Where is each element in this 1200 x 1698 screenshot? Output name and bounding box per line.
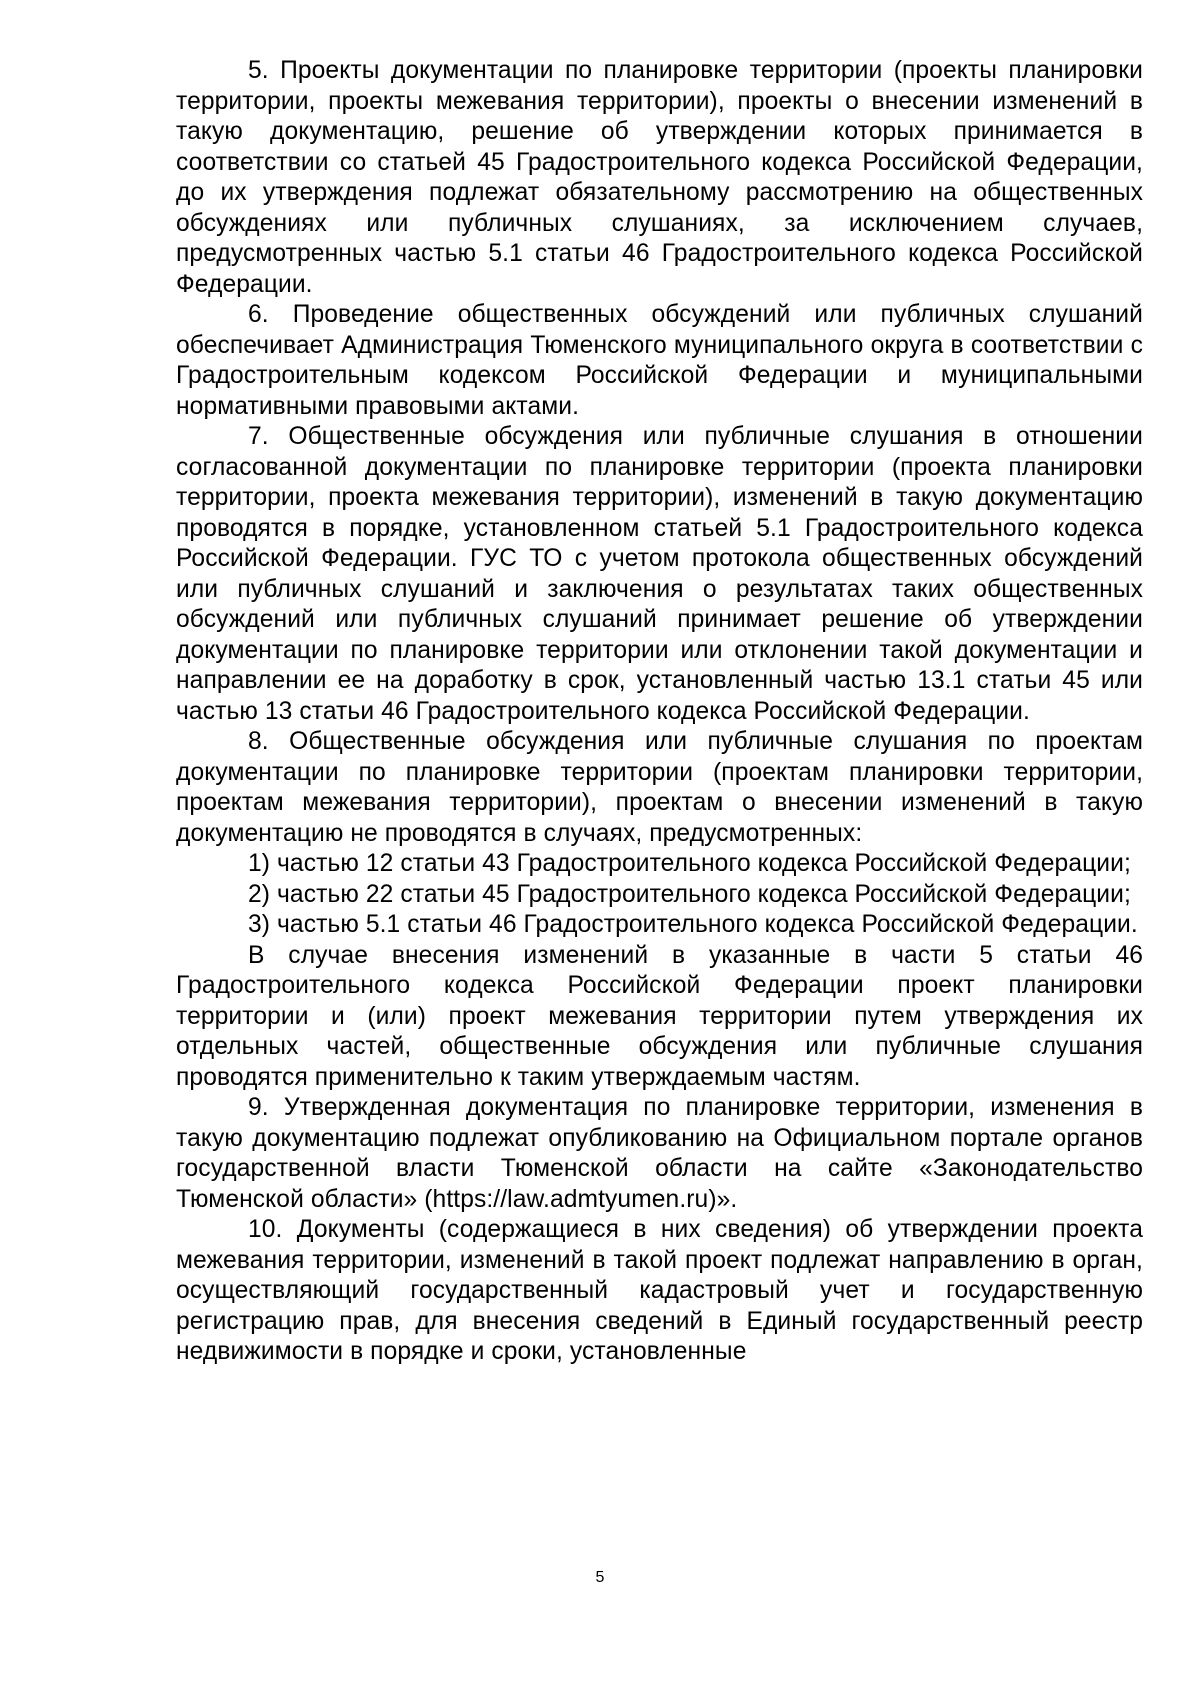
paragraph-9: 9. Утвержденная документация по планировке территории, изменения в такую документацию подлежат опубликованию на Официальном портале органов государственной власти Тюменской области на сайте «Законодательство Тюменской области» (https://law.admtyumen.ru)». [176,1094,1143,1213]
document-body [176,56,1143,1368]
paragraph-7: 7. Общественные обсуждения или публичные слушания в отношении согласованной документации по планировке территории (проекта планировки территории, проекта межевания территории), изменений в такую документацию проводятся в порядке, установленном статьей 5.1 Градостроительного кодекса Российской Федерации. ГУС ТО с учетом протокола общественных обсуждений или публичных слушаний и заключения о результатах таких общественных обсуждений или публичных слушаний принимает решение об утверждении документации по планировке территории или отклонении такой документации и направлении ее на доработку в срок, установленный частью 13.1 статьи 45 или частью 13 статьи 46 Градостроительного кодекса Российской Федерации. [176,423,1143,725]
paragraph-8-note: В случае внесения изменений в указанные в части 5 статьи 46 Градостроительного кодекса Российской Федерации проект планировки территории и (или) проект межевания территории путем утверждения их отдельных частей, общественные обсуждения или публичные слушания проводятся применительно к таким утверждаемым частям. [176,941,1143,1091]
list-item-3: 3) частью 5.1 статьи 46 Градостроительного кодекса Российской Федерации. [248,911,1138,938]
paragraph-10: 10. Документы (содержащиеся в них сведения) об утверждении проекта межевания территории, изменений в такой проект подлежат направлению в орган, осуществляющий государственный кадастровый учет и государственную регистрацию прав, для внесения сведений в Единый государственный реестр недвижимости в порядке и сроки, установленные [176,1216,1143,1365]
list-item-2: 2) частью 22 статьи 45 Градостроительного кодекса Российской Федерации; [248,880,1131,908]
paragraph-8: 8. Общественные обсуждения или публичные слушания по проектам документации по планировке территории (проектам планировки территории, проектам межевания территории), проектам о внесении изменений в такую документацию не проводятся в случаях, предусмотренных: [176,728,1143,847]
paragraph-5: 5. Проекты документации по планировке территории (проекты планировки территории, проекты межевания территории), проекты о внесении изменений в такую документацию, решение об утверждении которых принимается в соответствии со статьей 45 Градостроительного кодекса Российской Федерации, до их утверждения подлежат обязательному рассмотрению на общественных обсуждениях или публичных слушаниях, за исключением случаев, предусмотренных частью 5.1 статьи 46 Градостроительного кодекса Российской Федерации. [176,57,1143,298]
list-item-1: 1) частью 12 статьи 43 Градостроительного кодекса Российской Федерации; [248,850,1131,877]
page-number: 5 [595,1569,605,1586]
paragraph-6: 6. Проведение общественных обсуждений или публичных слушаний обеспечивает Администрация Тюменского муниципального округа в соответствии с Градостроительным кодексом Российской Федерации и муниципальными нормативными правовыми актами. [176,301,1143,420]
